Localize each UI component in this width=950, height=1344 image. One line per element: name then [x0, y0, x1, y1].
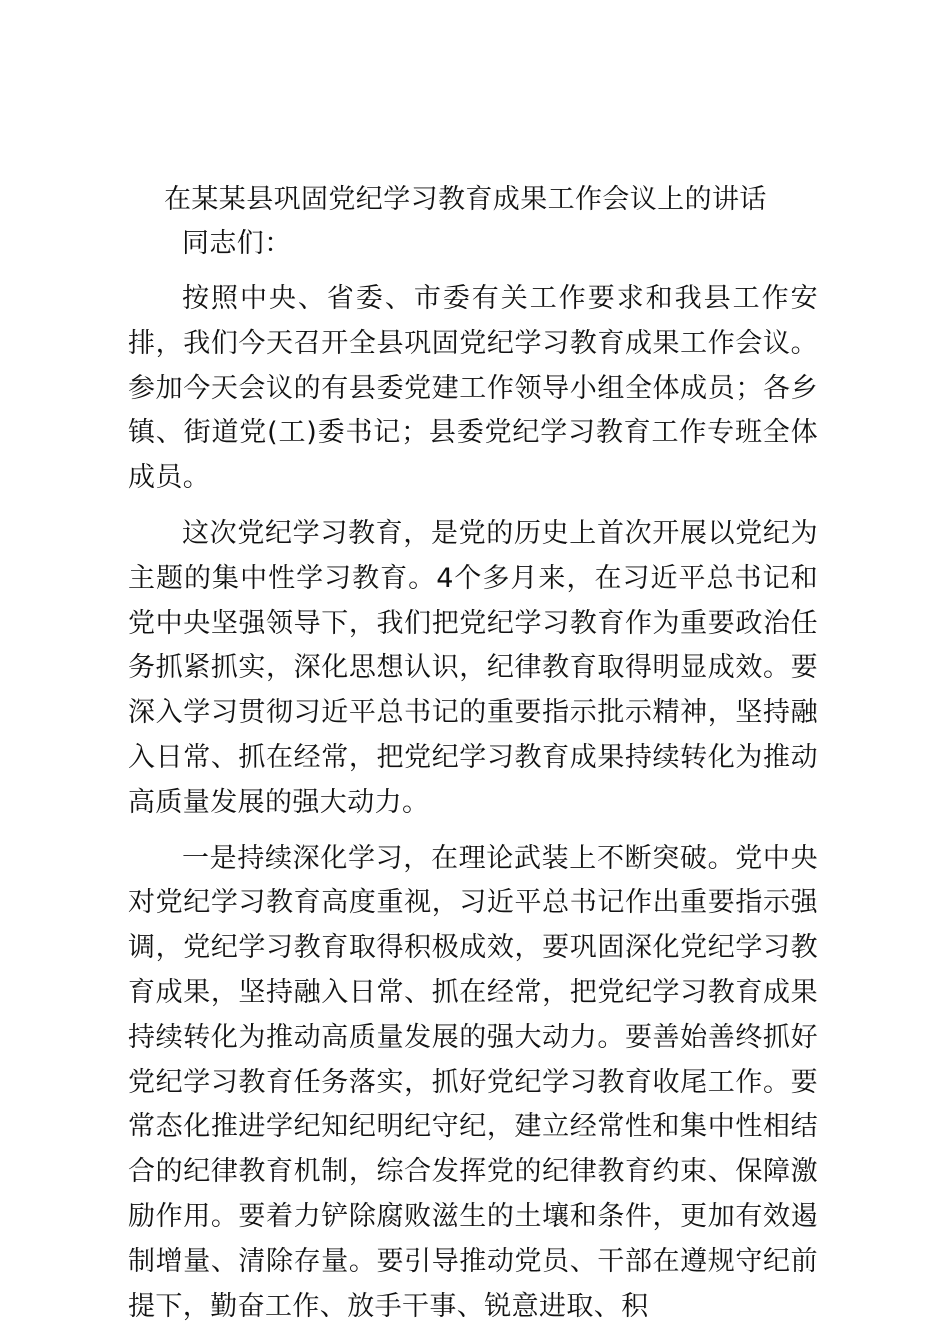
paragraph-3: 一是持续深化学习，在理论武装上不断突破。党中央对党纪学习教育高度重视，习近平总书记作出重要指示强调，党纪学习教育取得积极成效，要巩固深化党纪学习教育成果，坚持融入日常、抓在经常，把党纪学习教育成果持续转化为推动高质量发展的强大动力。要善始善终抓好党纪学习教育任务落实，抓好党纪学习教育收尾工作。要常态化推进学纪知纪明纪守纪，建立经常性和集中性相结合的纪律教育机制，综合发挥党的纪律教育约束、保障激励作用。要着力铲除腐败滋生的土壤和条件，更加有效遏制增量、清除存量。要引导推动党员、干部在遵规守纪前提下，勤奋工作、放手干事、锐意进取、积 — [128, 842, 818, 1322]
salutation: 同志们： — [182, 228, 292, 259]
paragraph-1: 按照中央、省委、市委有关工作要求和我县工作安排，我们今天召开全县巩固党纪学习教育成果工作会议。参加今天会议的有县委党建工作领导小组全体成员；各乡镇、街道党(工)委书记；县委党纪学习教育工作专班全体成员。 — [128, 283, 818, 494]
document-title: 在某某县巩固党纪学习教育成果工作会议上的讲话 — [164, 184, 767, 215]
paragraph-2: 这次党纪学习教育，是党的历史上首次开展以党纪为主题的集中性学习教育。4个多月来，在习近平总书记和党中央坚强领导下，我们把党纪学习教育作为重要政治任务抓紧抓实，深化思想认识，纪律教育取得明显成效。要深入学习贯彻习近平总书记的重要指示批示精神，坚持融入日常、抓在经常，把党纪学习教育成果持续转化为推动高质量发展的强大动力。 — [128, 517, 818, 818]
document-body — [128, 178, 818, 1329]
